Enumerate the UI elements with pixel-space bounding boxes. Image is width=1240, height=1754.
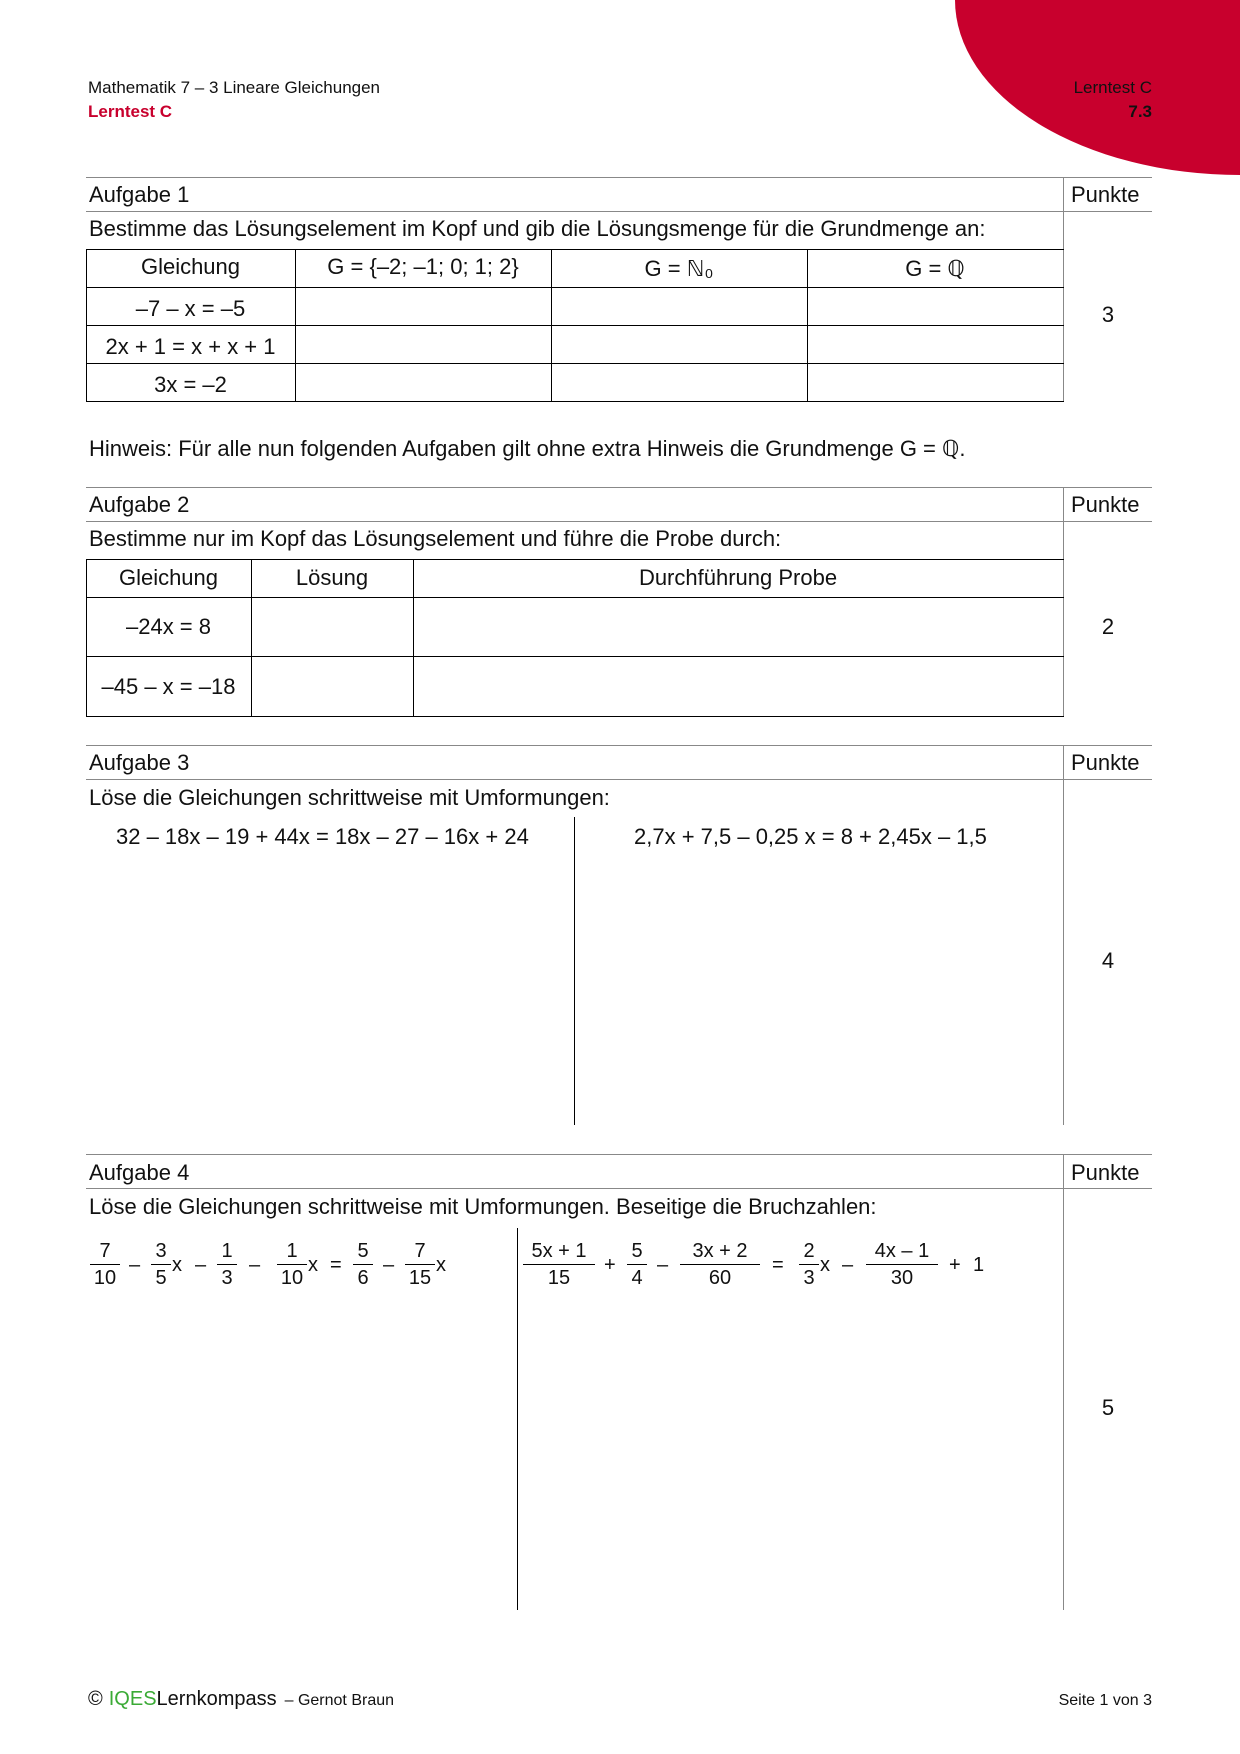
aufgabe-3-instruction: Löse die Gleichungen schrittweise mit Umformungen: — [89, 785, 610, 810]
brand-iqes: IQES — [108, 1688, 157, 1710]
divider — [86, 1188, 1152, 1189]
operator: – — [129, 1254, 141, 1276]
copyright-icon: © — [88, 1688, 103, 1710]
column-separator — [517, 1228, 518, 1610]
table-cell: 3x = –2 — [154, 372, 227, 397]
table-header: Gleichung — [118, 565, 219, 590]
fraction: $\frac{1}{10}$ — [277, 1240, 307, 1290]
fraction: $\frac{3x + 2}{60}$ — [680, 1240, 760, 1290]
aufgabe-2-title: Aufgabe 2 — [89, 492, 190, 517]
fraction: $\frac{4x - 1}{30}$ — [866, 1240, 938, 1290]
divider — [86, 745, 1152, 746]
table-header: G = {–2; –1; 0; 1; 2} — [327, 254, 519, 279]
table-line — [86, 559, 1064, 560]
operator: – — [249, 1254, 261, 1276]
aufgabe-4-title: Aufgabe 4 — [89, 1160, 190, 1185]
equation-right: 2,7x + 7,5 – 0,25 x = 8 + 2,45x – 1,5 — [634, 824, 987, 849]
table-cell: –45 – x = –18 — [101, 674, 236, 699]
aufgabe-2-points: 2 — [1101, 614, 1115, 639]
equals-sign: = — [772, 1254, 784, 1276]
table-header: Lösung — [295, 565, 369, 590]
table-line — [86, 597, 1064, 598]
fraction: $\frac{5}{4}$ — [627, 1240, 647, 1290]
table-header: G = ℕ₀ — [644, 256, 714, 281]
table-line — [86, 401, 1064, 402]
aufgabe-2-instruction: Bestimme nur im Kopf das Lösungselement und führe die Probe durch: — [89, 526, 782, 551]
table-line — [86, 363, 1064, 364]
operator: – — [842, 1254, 854, 1276]
table-line — [86, 249, 1064, 250]
aufgabe-3-points: 4 — [1101, 948, 1115, 973]
aufgabe-3-points-label: Punkte — [1071, 750, 1140, 775]
aufgabe-4-points: 5 — [1101, 1395, 1115, 1420]
header-test-title: Lerntest C — [88, 102, 173, 121]
header-subject: Mathematik 7 – 3 Lineare Gleichungen — [88, 78, 381, 97]
divider — [86, 521, 1152, 522]
aufgabe-1-title: Aufgabe 1 — [89, 182, 190, 207]
operator: + — [604, 1254, 616, 1276]
aufgabe-2-points-label: Punkte — [1071, 492, 1140, 517]
footer-brand — [88, 1688, 394, 1711]
table-cell: 2x + 1 = x + x + 1 — [105, 334, 276, 359]
header-right-label: Lerntest C — [1073, 78, 1152, 97]
fraction: $\frac{7}{15}$ — [405, 1240, 435, 1290]
divider — [86, 177, 1152, 178]
divider — [1063, 211, 1152, 212]
table-header: G = ℚ — [905, 256, 965, 281]
fraction: $\frac{3}{5}$ — [151, 1240, 171, 1290]
fraction: $\frac{5x + 1}{15}$ — [523, 1240, 595, 1290]
operator: + — [949, 1254, 961, 1276]
equation-left: 32 – 18x – 19 + 44x = 18x – 27 – 16x + 24 — [116, 824, 529, 849]
divider — [1063, 1188, 1152, 1189]
table-cell: –7 – x = –5 — [135, 296, 246, 321]
variable-x: x — [436, 1254, 446, 1276]
table-line — [86, 325, 1064, 326]
fraction: $\frac{2}{3}$ — [799, 1240, 819, 1290]
constant: 1 — [973, 1254, 985, 1276]
table-cell: –24x = 8 — [125, 614, 211, 639]
divider — [1063, 1154, 1064, 1610]
aufgabe-1-instruction: Bestimme das Lösungselement im Kopf und gib die Lösungsmenge für die Grundmenge an: — [89, 216, 986, 241]
footer-author: – Gernot Braun — [284, 1692, 395, 1709]
variable-x: x — [172, 1254, 182, 1276]
aufgabe-3-title: Aufgabe 3 — [89, 750, 190, 775]
table-header: Durchführung Probe — [638, 565, 838, 590]
fraction: $\frac{5}{6}$ — [353, 1240, 373, 1290]
divider — [86, 487, 1152, 488]
fraction: $\frac{7}{10}$ — [90, 1240, 120, 1290]
aufgabe-1-points: 3 — [1101, 302, 1115, 327]
aufgabe-1-points-label: Punkte — [1071, 182, 1140, 207]
hinweis-text: Hinweis: Für alle nun folgenden Aufgaben gilt ohne extra Hinweis die Grundmenge G = ℚ. — [89, 436, 966, 461]
equals-sign: = — [330, 1254, 342, 1276]
divider — [86, 779, 1152, 780]
divider — [86, 211, 1152, 212]
column-separator — [574, 817, 575, 1125]
divider — [1063, 521, 1152, 522]
variable-x: x — [820, 1254, 830, 1276]
divider — [1063, 779, 1152, 780]
fraction: $\frac{1}{3}$ — [217, 1240, 237, 1290]
header-right-number: 7.3 — [1128, 102, 1152, 121]
table-line — [86, 716, 1064, 717]
variable-x: x — [308, 1254, 318, 1276]
table-line — [86, 656, 1064, 657]
page-number: Seite 1 von 3 — [1058, 1692, 1152, 1709]
table-line — [86, 287, 1064, 288]
operator: – — [383, 1254, 395, 1276]
divider — [1063, 745, 1064, 1125]
aufgabe-4-points-label: Punkte — [1071, 1160, 1140, 1185]
operator: – — [195, 1254, 207, 1276]
operator: – — [657, 1254, 669, 1276]
aufgabe-4-instruction: Löse die Gleichungen schrittweise mit Umformungen. Beseitige die Bruchzahlen: — [89, 1194, 877, 1219]
brand-lernkompass: Lernkompass — [156, 1688, 277, 1710]
table-header: Gleichung — [140, 254, 241, 279]
divider — [86, 1154, 1152, 1155]
